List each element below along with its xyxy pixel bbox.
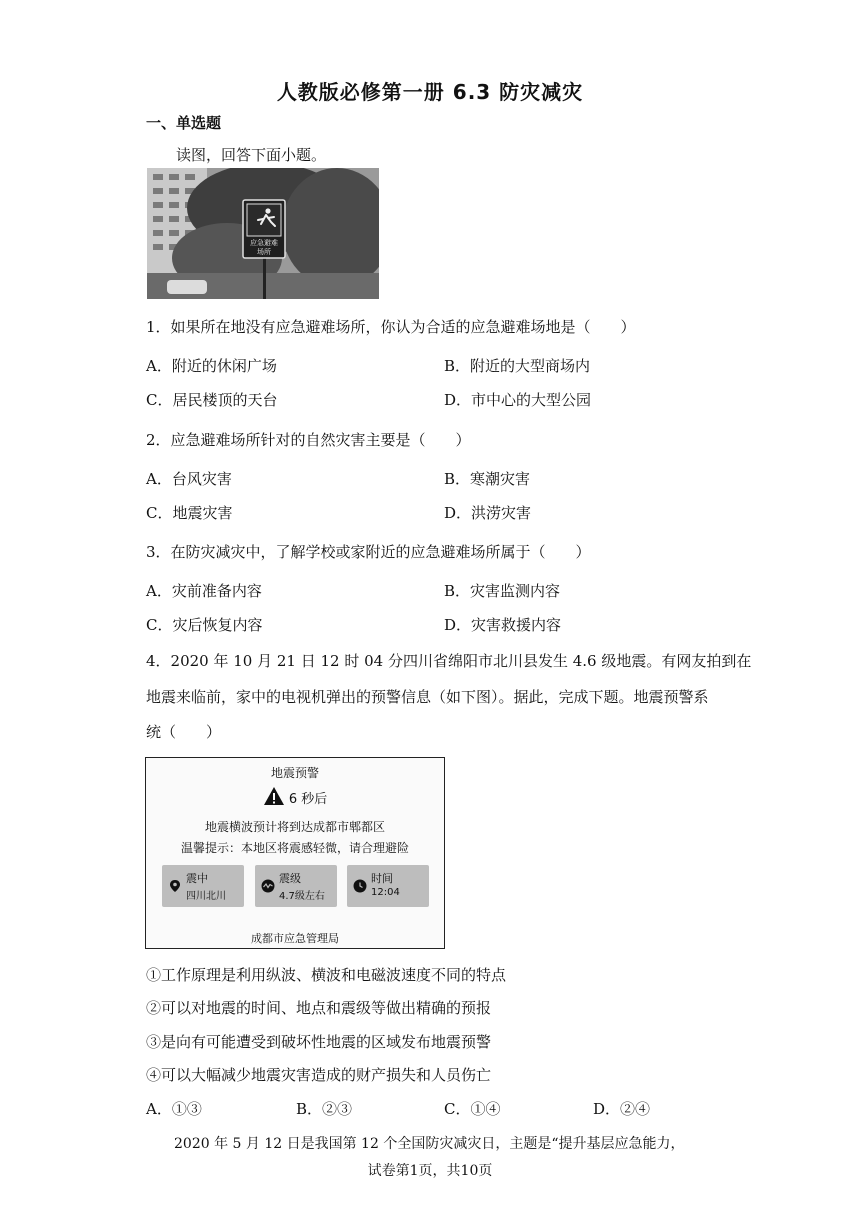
q3-option-b[interactable]: B．灾害监测内容 <box>444 582 561 600</box>
time-label: 时间 <box>371 872 393 885</box>
q4-statement-1: ①工作原理是利用纵波、横波和电磁波速度不同的特点 <box>146 966 507 984</box>
q4-option-c[interactable]: C．①④ <box>444 1100 501 1118</box>
question-2-stem: 2．应急避难场所针对的自然灾害主要是（ ） <box>146 431 471 449</box>
q4-statement-3: ③是向有可能遭受到破坏性地震的区域发布地震预警 <box>146 1033 492 1051</box>
time-value: 12:04 <box>371 887 400 898</box>
q4-statement-4: ④可以大幅减少地震灾害造成的财产损失和人员伤亡 <box>146 1066 492 1084</box>
q1-option-a[interactable]: A．附近的休闲广场 <box>146 357 277 375</box>
q3-option-d[interactable]: D．灾害救援内容 <box>444 616 562 634</box>
q4-option-a[interactable]: A．①③ <box>146 1100 202 1118</box>
warning-line1: 地震横波预计将到达成都市郫都区 <box>204 820 385 834</box>
magnitude-value: 4.7级左右 <box>279 891 325 902</box>
location-pin-icon <box>168 879 182 893</box>
wave-icon <box>261 879 275 893</box>
warning-agency: 成都市应急管理局 <box>251 932 339 945</box>
next-passage-text: 2020 年 5 月 12 日是我国第 12 个全国防灾减灾日，主题是“提升基层应急能力， <box>174 1136 685 1152</box>
shelter-sign-photo-graphic <box>147 168 379 299</box>
question-4-line3: 统（ ） <box>146 723 222 741</box>
q2-option-b[interactable]: B．寒潮灾害 <box>444 470 531 488</box>
magnitude-label: 震级 <box>279 872 301 885</box>
epicenter-label: 震中 <box>186 872 208 885</box>
magnitude-card <box>255 865 337 907</box>
earthquake-warning-figure <box>145 757 445 949</box>
warning-countdown-row <box>146 786 444 807</box>
sign-text-line2: 场所 <box>257 248 271 256</box>
warning-header: 地震预警 <box>270 766 319 780</box>
question-1-stem: 1．如果所在地没有应急避难场所，你认为合适的应急避难场地是（ ） <box>146 318 636 336</box>
q2-option-a[interactable]: A．台风灾害 <box>146 470 232 488</box>
warning-triangle-icon <box>263 786 285 806</box>
shelter-sign-photo <box>147 168 379 299</box>
page-footer: 试卷第1页，共10页 <box>367 1163 493 1179</box>
q4-statement-2: ②可以对地震的时间、地点和震级等做出精确的预报 <box>146 999 492 1017</box>
clock-icon <box>353 879 367 893</box>
warning-countdown: 6 秒后 <box>288 792 328 807</box>
q1-option-b[interactable]: B．附近的大型商场内 <box>444 357 591 375</box>
epicenter-card <box>162 865 244 907</box>
question-4-line2: 地震来临前，家中的电视机弹出的预警信息（如下图）。据此，完成下题。地震预警系 <box>146 688 709 706</box>
q2-option-c[interactable]: C．地震灾害 <box>146 504 233 522</box>
epicenter-value: 四川北川 <box>186 891 226 902</box>
q4-option-b[interactable]: B．②③ <box>296 1100 353 1118</box>
time-card <box>347 865 429 907</box>
q1-option-c[interactable]: C．居民楼顶的天台 <box>146 391 278 409</box>
intro-text: 读图，回答下面小题。 <box>176 146 327 164</box>
question-3-stem: 3．在防灾减灾中，了解学校或家附近的应急避难场所属于（ ） <box>146 543 591 561</box>
page-title: 人教版必修第一册 6.3 防灾减灾 <box>276 80 584 104</box>
question-4-line1: 4．2020 年 10 月 21 日 12 时 04 分四川省绵阳市北川县发生 4.6 级地震。有网友拍到在 <box>146 652 752 670</box>
warning-line2: 温馨提示：本地区将震感轻微，请合理避险 <box>180 841 409 855</box>
q1-option-d[interactable]: D．市中心的大型公园 <box>444 391 592 409</box>
q4-option-d[interactable]: D．②④ <box>593 1100 651 1118</box>
sign-text-line1: 应急避难 <box>250 239 278 247</box>
q3-option-a[interactable]: A．灾前准备内容 <box>146 582 262 600</box>
q2-option-d[interactable]: D．洪涝灾害 <box>444 504 532 522</box>
q3-option-c[interactable]: C．灾后恢复内容 <box>146 616 263 634</box>
section-heading: 一、单选题 <box>146 114 222 132</box>
